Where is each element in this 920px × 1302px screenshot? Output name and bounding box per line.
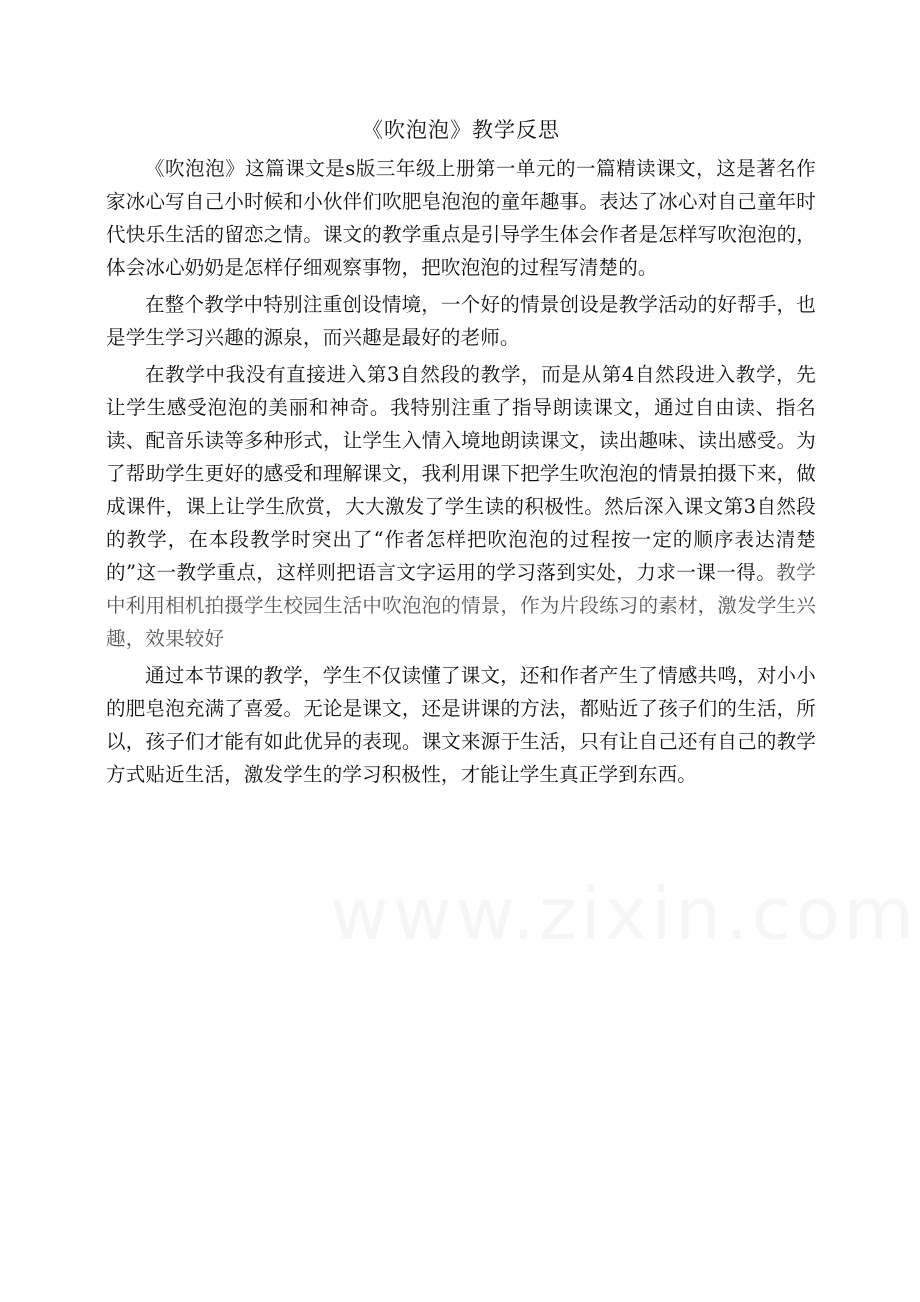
paragraph-intro [106,152,816,284]
watermark [330,872,920,956]
paragraph-appended-text: 教学中利用相机拍摄学生校园生活中吹泡泡的情景，作为片段练习的素材，激发学生兴趣，效果较好 [106,561,816,650]
paragraph-text: 通过本节课的教学，学生不仅读懂了课文，还和作者产生了情感共鸣，对小小的肥皂泡充满了喜爱。无论是课文，还是讲课的方法，都贴近了孩子们的生活，所以，孩子们才能有如此优异的表现。课文来源于生活，只有让自己还有自己的教学方式贴近生活，激发学生的学习积极性，才能让学生真正学到东西。 [106,664,816,786]
document-title: 《吹泡泡》教学反思 [362,118,560,142]
paragraph-text: 《吹泡泡》这篇课文是s版三年级上册第一单元的一篇精读课文，这是著名作家冰心写自己小时候和小伙伴们吹肥皂泡泡的童年趣事。表达了冰心对自己童年时代快乐生活的留恋之情。课文的教学重点是引导学生体会作者是怎样写吹泡泡的，体会冰心奶奶是怎样仔细观察事物，把吹泡泡的过程写清楚的。 [106,157,816,279]
paragraph-text: 在教学中我没有直接进入第3自然段的教学，而是从第4自然段进入教学，先让学生感受泡泡的美丽和神奇。我特别注重了指导朗读课文，通过自由读、指名读、配音乐读等多种形式，让学生入情入境地朗读课文，读出趣味、读出感受。为了帮助学生更好的感受和理解课文，我利用课下把学生吹泡泡的情景拍摄下来，做成课件，课上让学生欣赏，大大激发了学生读的积极性。然后深入课文第3自然段的教学，在本段教学时突出了“作者怎样把吹泡泡的过程按一定的顺序表达清楚的”这一教学重点，这样则把语言文字运用的学习落到实处，力求一课一得。 [106,363,816,584]
paragraph-conclusion [106,659,816,791]
paragraph-text: 在整个教学中特别注重创设情境，一个好的情景创设是教学活动的好帮手，也是学生学习兴趣的源泉，而兴趣是最好的老师。 [106,293,816,349]
paragraph-situation [106,288,816,354]
document-page [106,112,816,795]
paragraph-teaching-process [106,358,816,655]
